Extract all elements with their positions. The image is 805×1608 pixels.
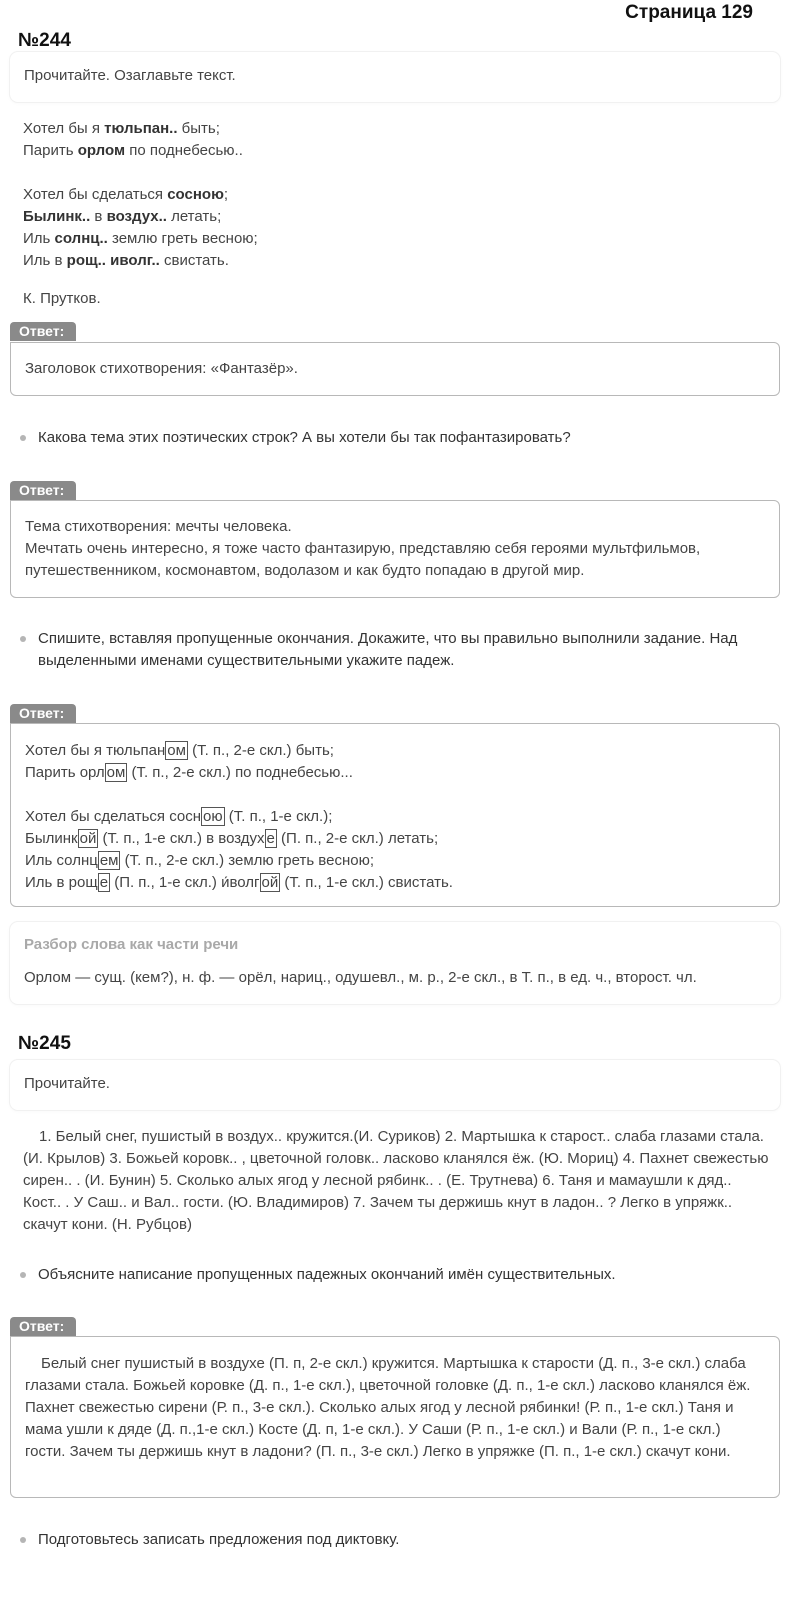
- answer-box-3: [10, 723, 780, 907]
- answer-text: Тема стихотворения: мечты человека.: [25, 518, 292, 535]
- answer-line: Парить орл ом (Т. п., 2-е скл.) по поднебесью...: [25, 764, 353, 781]
- bullet-dot-icon: [20, 636, 26, 642]
- task-number-244: №244: [18, 30, 71, 51]
- question-bullet-245: Объясните написание пропущенных падежных окончаний имён существительных.: [20, 1264, 780, 1286]
- question-bullet-245-2: Подготовьтесь записать предложения под диктовку.: [20, 1529, 780, 1551]
- poem-line: Хотел бы я тюльпан.. быть;: [23, 120, 220, 137]
- poem-line: Парить орлом по поднебесью..: [23, 142, 243, 159]
- answer-label: Ответ:: [10, 322, 76, 341]
- poem-author: К. Прутков.: [23, 290, 101, 307]
- answer-line: Хотел бы я тюльпан ом (Т. п., 2-е скл.) быть;: [25, 742, 334, 759]
- answer-label: Ответ:: [10, 1317, 76, 1336]
- answer-line: Хотел бы сделаться сосн ою (Т. п., 1-е скл.);: [25, 808, 333, 825]
- poem-line: Иль солнц.. землю греть весною;: [23, 230, 258, 247]
- poem-line: Хотел бы сделаться сосною;: [23, 186, 229, 203]
- poem-line: Былинк.. в воздух.. летать;: [23, 208, 222, 225]
- answer-text: Белый снег пушистый в воздухе (П. п, 2-е скл.) кружится. Мартышка к старости (Д. п., 3-е скл.) слаба глазами стала. Божьей коровке (Д. п., 1-е скл.), цветочной головке (Д. п., 1-е скл.) ласково кланялся ёж. Пахнет свежестью сирени (Р. п., 3-е скл.). Сколько алых ягод у лесной рябинки! (Р. п., 1-е скл.) Таня и мама ушли к дяде (Д. п.,1-е скл.) Косте (Д. п, 1-е скл.). У Саши (Р. п., 1-е скл.) и Вали (Р. п., 1-е скл.) гости. Зачем ты держишь кнут в ладони? (П. п., 3-е скл.) Легко в упряжке (П. п., 1-е скл.) скачут кони.: [25, 1355, 751, 1460]
- bullet-dot-icon: [20, 1272, 26, 1278]
- instruction-text: Прочитайте. Озаглавьте текст.: [24, 67, 236, 84]
- instruction-text: Прочитайте.: [24, 1075, 110, 1092]
- word-parse-card: [10, 922, 780, 1004]
- exercise-text: 1. Белый снег, пушистый в воздух.. кружится.(И. Суриков) 2. Мартышка к старост.. слаба глазами стала. (И. Крылов) 3. Божьей коровк.. , цветочной головк.. ласково кланялся ёж. (Ю. Мориц) 4. Пахнет свежестью сирен.. . (И. Бунин) 5. Сколько алых ягод у лесной рябинк.. . (Е. Трутнева) 6. Таня и мамаушли к дяд.. Кост.. . У Саш.. и Вал.. гости. (Ю. Владимиров) 7. Зачем ты держишь кнут в ладон.. ? Легко в упряжк.. скачут кони. (Н. Рубцов): [23, 1128, 769, 1233]
- answer-box-245: [10, 1336, 780, 1498]
- page-number: Страница 129: [625, 2, 753, 23]
- answer-box-1: [10, 342, 780, 396]
- poem: [23, 118, 773, 310]
- answer-text: Заголовок стихотворения: «Фантазёр».: [25, 360, 298, 377]
- bullet-dot-icon: [20, 1537, 26, 1543]
- parse-text: Орлом — сущ. (кем?), н. ф. — орёл, нариц., одушевл., м. р., 2-е скл., в Т. п., в ед. ч., второст. чл.: [24, 969, 697, 986]
- answer-line: Иль солнц ем (Т. п., 2-е скл.) землю греть весною;: [25, 852, 374, 869]
- answer-line: Иль в рощ е (П. п., 1-е скл.) и́волг ой (Т. п., 1-е скл.) свистать.: [25, 874, 453, 891]
- bullet-dot-icon: [20, 435, 26, 441]
- parse-title: Разбор слова как части речи: [24, 936, 239, 953]
- answer-label: Ответ:: [10, 481, 76, 500]
- task-number-245: №245: [18, 1033, 71, 1054]
- question-bullet-2: Какова тема этих поэтических строк? А вы хотели бы так пофантазировать?: [20, 427, 780, 449]
- poem-line: Иль в рощ.. иволг.. свистать.: [23, 252, 229, 269]
- answer-text: Мечтать очень интересно, я тоже часто фантазирую, представляю себя героями мультфильмов, путешественником, космонавтом, водолазом и как будто попадаю в другой мир.: [25, 540, 701, 579]
- answer-box-2: [10, 500, 780, 598]
- question-bullet-3: Спишите, вставляя пропущенные окончания. Докажите, что вы правильно выполнили задание. Над выделенными именами существительными укажите падеж.: [20, 628, 780, 672]
- instruction-card-245: [10, 1060, 780, 1110]
- answer-label: Ответ:: [10, 704, 76, 723]
- instruction-card-244: [10, 52, 780, 102]
- answer-line: Былинк ой (Т. п., 1-е скл.) в воздух е (П. п., 2-е скл.) летать;: [25, 830, 439, 847]
